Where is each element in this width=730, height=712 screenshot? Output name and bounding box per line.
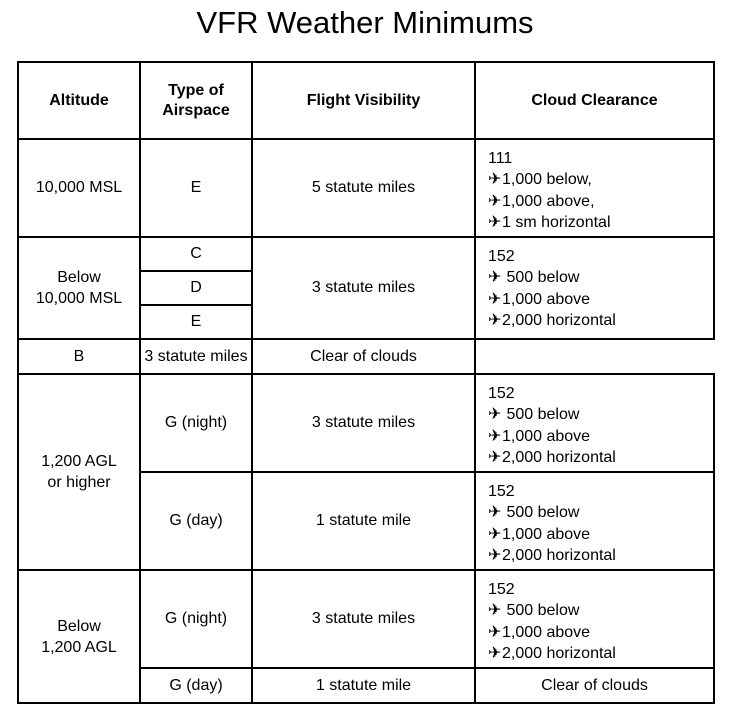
visibility-cell: 3 statute miles xyxy=(252,237,475,339)
airplane-icon: ✈ xyxy=(488,311,502,329)
airplane-icon: ✈ xyxy=(488,602,502,620)
header-row xyxy=(18,62,714,139)
clearance-horizontal: 1 sm horizontal xyxy=(502,213,611,231)
visibility-cell: 3 statute miles xyxy=(252,374,475,472)
airplane-icon: ✈ xyxy=(488,504,502,522)
clearance-code: 152 xyxy=(488,483,515,500)
airplane-icon: ✈ xyxy=(488,269,502,287)
altitude-line2: 1,200 AGL xyxy=(41,638,117,656)
altitude-cell xyxy=(18,237,140,339)
altitude-cell xyxy=(18,374,140,570)
header-airspace-line1: Type of xyxy=(168,81,224,99)
clearance-horizontal: 2,000 horizontal xyxy=(502,644,616,662)
clearance-code: 111 xyxy=(488,150,513,167)
header-altitude: Altitude xyxy=(18,62,140,139)
clearance-above: 1,000 above xyxy=(502,290,591,308)
clearance-cell: Clear of clouds xyxy=(252,339,475,374)
altitude-line2: or higher xyxy=(47,474,111,491)
visibility-cell: 1 statute mile xyxy=(252,472,475,570)
airplane-icon: ✈ xyxy=(488,192,502,210)
clearance-below: 500 below xyxy=(502,269,580,287)
altitude-line1: Below xyxy=(57,617,101,635)
visibility-cell: 5 statute miles xyxy=(252,139,475,237)
airplane-icon: ✈ xyxy=(488,448,502,466)
clearance-horizontal: 2,000 horizontal xyxy=(502,448,616,466)
airspace-cell: B xyxy=(18,339,140,374)
altitude-line1: 1,200 AGL xyxy=(41,453,117,470)
clearance-below: 1,000 below, xyxy=(502,171,592,189)
airplane-icon: ✈ xyxy=(488,406,502,424)
airplane-icon: ✈ xyxy=(488,427,502,445)
table-row xyxy=(18,139,714,237)
clearance-above: 1,000 above xyxy=(502,427,591,445)
clearance-cell xyxy=(475,472,714,570)
airspace-cell: G (day) xyxy=(140,472,252,570)
airplane-icon: ✈ xyxy=(488,623,502,641)
clearance-horizontal: 2,000 horizontal xyxy=(502,546,616,564)
altitude-cell xyxy=(18,570,140,703)
header-airspace-line2: Airspace xyxy=(162,101,230,119)
airspace-cell: E xyxy=(140,305,252,339)
airplane-icon: ✈ xyxy=(488,213,502,231)
airspace-cell: G (day) xyxy=(140,668,252,703)
airspace-cell: G (night) xyxy=(140,374,252,472)
clearance-code: 152 xyxy=(488,248,515,265)
airplane-icon: ✈ xyxy=(488,644,502,662)
header-visibility: Flight Visibility xyxy=(252,62,475,139)
table-row xyxy=(18,570,714,668)
airspace-cell: D xyxy=(140,271,252,305)
page-title: VFR Weather Minimums xyxy=(196,5,534,40)
clearance-cell xyxy=(475,374,714,472)
airplane-icon: ✈ xyxy=(488,171,502,189)
table-row xyxy=(18,374,714,472)
clearance-below: 500 below xyxy=(502,504,580,522)
airspace-cell: G (night) xyxy=(140,570,252,668)
airspace-cell: C xyxy=(140,237,252,271)
clearance-below: 500 below xyxy=(502,406,580,424)
header-airspace xyxy=(140,62,252,139)
airplane-icon: ✈ xyxy=(488,525,502,543)
table-row xyxy=(18,237,714,271)
clearance-above: 1,000 above, xyxy=(502,192,595,210)
clearance-above: 1,000 above xyxy=(502,623,591,641)
clearance-horizontal: 2,000 horizontal xyxy=(502,311,616,329)
vfr-minimums-table xyxy=(17,61,715,704)
visibility-cell: 3 statute miles xyxy=(252,570,475,668)
table-row xyxy=(18,339,714,374)
visibility-cell: 1 statute mile xyxy=(252,668,475,703)
clearance-cell xyxy=(475,570,714,668)
airplane-icon: ✈ xyxy=(488,546,502,564)
clearance-above: 1,000 above xyxy=(502,525,591,543)
header-clearance: Cloud Clearance xyxy=(475,62,714,139)
clearance-code: 152 xyxy=(488,581,515,598)
clearance-cell xyxy=(475,237,714,339)
altitude-cell: 10,000 MSL xyxy=(18,139,140,237)
airspace-cell: E xyxy=(140,139,252,237)
altitude-line1: Below xyxy=(57,269,101,286)
clearance-code: 152 xyxy=(488,385,515,402)
airplane-icon: ✈ xyxy=(488,290,502,308)
clearance-cell: Clear of clouds xyxy=(475,668,714,703)
altitude-line2: 10,000 MSL xyxy=(35,290,123,307)
clearance-below: 500 below xyxy=(502,602,580,620)
visibility-cell: 3 statute miles xyxy=(140,339,252,374)
clearance-cell xyxy=(475,139,714,237)
